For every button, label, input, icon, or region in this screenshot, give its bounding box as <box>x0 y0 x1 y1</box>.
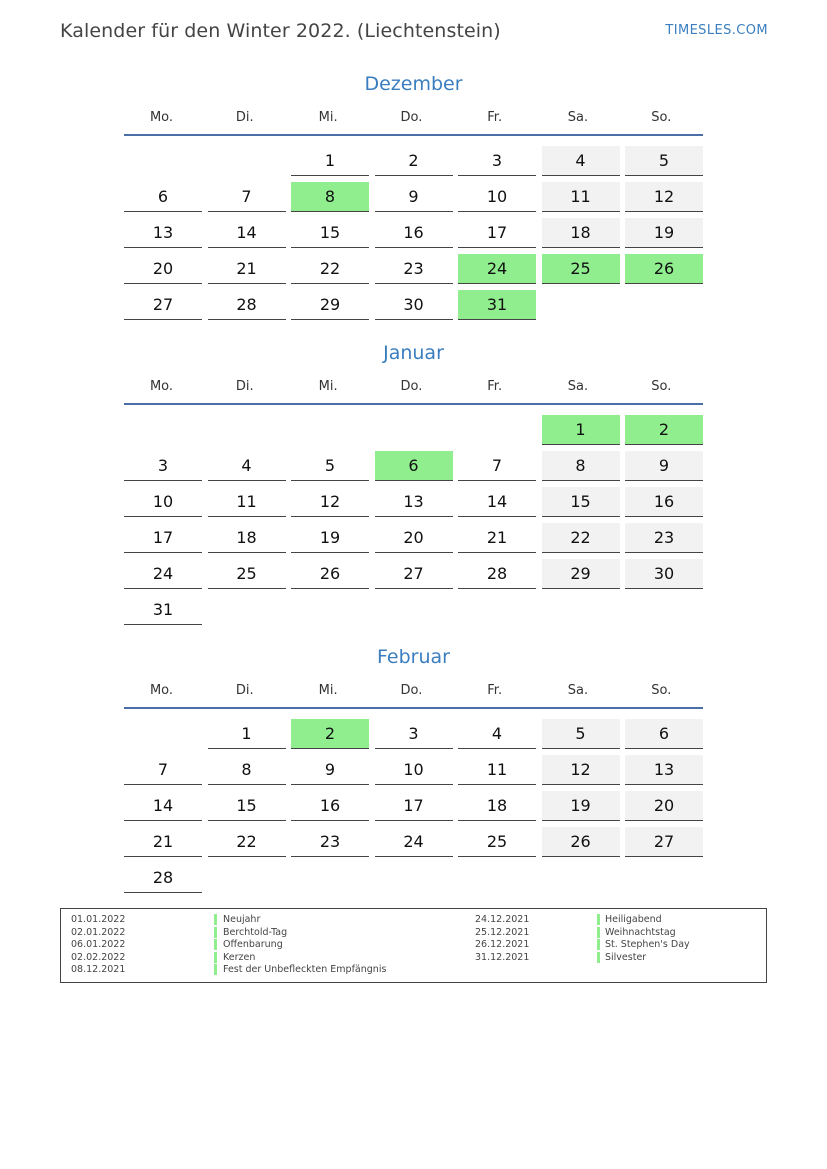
holiday-day-cell[interactable]: 26 <box>625 254 703 284</box>
empty-cell <box>542 595 620 625</box>
weekend-day-cell[interactable]: 19 <box>542 791 620 821</box>
holiday-day-cell[interactable]: 24 <box>458 254 536 284</box>
day-cell[interactable]: 14 <box>458 487 536 517</box>
empty-cell <box>375 863 453 893</box>
legend-entry <box>61 952 766 964</box>
day-cell[interactable]: 3 <box>124 451 202 481</box>
week-row <box>124 146 703 176</box>
week-row <box>124 487 703 517</box>
weekend-day-cell[interactable]: 19 <box>625 218 703 248</box>
legend-holiday-name: Offenbarung <box>223 939 283 951</box>
day-cell[interactable]: 13 <box>124 218 202 248</box>
legend-date: 02.01.2022 <box>71 926 126 938</box>
empty-cell <box>542 290 620 320</box>
day-cell[interactable]: 15 <box>208 791 286 821</box>
day-cell[interactable]: 21 <box>458 523 536 553</box>
day-cell[interactable]: 8 <box>208 755 286 785</box>
legend-date: 31.12.2021 <box>475 951 530 963</box>
month-title: Januar <box>383 342 444 364</box>
weekend-day-cell[interactable]: 26 <box>542 827 620 857</box>
empty-cell <box>375 415 453 445</box>
legend-holiday-name: Silvester <box>605 951 647 963</box>
day-cell[interactable]: 25 <box>458 827 536 857</box>
weekend-day-cell[interactable]: 27 <box>625 827 703 857</box>
empty-cell <box>291 415 369 445</box>
weekday-label: Mi. <box>318 379 338 394</box>
holiday-day-cell[interactable]: 25 <box>542 254 620 284</box>
legend-holiday-name: St. Stephen's Day <box>605 939 690 951</box>
weekend-day-cell[interactable]: 12 <box>542 755 620 785</box>
legend-entry <box>61 914 766 926</box>
weekday-label: Mo. <box>149 110 174 125</box>
empty-cell <box>291 595 369 625</box>
empty-cell <box>208 863 286 893</box>
day-cell[interactable]: 13 <box>375 487 453 517</box>
day-cell[interactable]: 14 <box>208 218 286 248</box>
day-cell[interactable]: 28 <box>124 863 202 893</box>
day-cell[interactable]: 15 <box>291 218 369 248</box>
empty-cell <box>542 863 620 893</box>
day-cell[interactable]: 26 <box>291 559 369 589</box>
week-row <box>124 451 703 481</box>
weekend-day-cell[interactable]: 6 <box>625 719 703 749</box>
day-cell[interactable]: 17 <box>124 523 202 553</box>
day-cell[interactable]: 16 <box>375 218 453 248</box>
month-februar <box>124 643 703 893</box>
legend-holiday-name: Fest der Unbefleckten Empfängnis <box>223 964 387 976</box>
weekday-label: Do. <box>400 683 423 698</box>
day-cell[interactable]: 19 <box>291 523 369 553</box>
day-cell[interactable]: 1 <box>291 146 369 176</box>
weekend-day-cell[interactable]: 9 <box>625 451 703 481</box>
holiday-day-cell[interactable]: 1 <box>542 415 620 445</box>
day-cell[interactable]: 9 <box>291 755 369 785</box>
weekend-day-cell[interactable]: 13 <box>625 755 703 785</box>
legend-holiday-name: Weihnachtstag <box>605 926 676 938</box>
weekday-label: Fr. <box>487 110 503 125</box>
day-cell[interactable]: 4 <box>208 451 286 481</box>
holiday-day-cell[interactable]: 2 <box>625 415 703 445</box>
weekday-label: Sa. <box>567 110 589 125</box>
day-cell[interactable]: 22 <box>291 254 369 284</box>
day-cell[interactable]: 9 <box>375 182 453 212</box>
holiday-day-cell[interactable]: 8 <box>291 182 369 212</box>
day-cell[interactable]: 3 <box>375 719 453 749</box>
holiday-marker-icon <box>214 964 217 975</box>
week-row <box>124 523 703 553</box>
weekend-day-cell[interactable]: 5 <box>542 719 620 749</box>
day-cell[interactable]: 18 <box>208 523 286 553</box>
day-cell[interactable]: 5 <box>291 451 369 481</box>
legend-holiday-name: Kerzen <box>223 951 256 963</box>
weekend-day-cell[interactable]: 20 <box>625 791 703 821</box>
weekend-day-cell[interactable]: 8 <box>542 451 620 481</box>
holiday-day-cell[interactable]: 2 <box>291 719 369 749</box>
holiday-marker-icon <box>597 914 600 925</box>
legend-entry <box>61 964 766 976</box>
day-cell[interactable]: 7 <box>458 451 536 481</box>
legend-date: 02.02.2022 <box>71 951 126 963</box>
week-row <box>124 290 703 320</box>
holiday-day-cell[interactable]: 6 <box>375 451 453 481</box>
day-cell[interactable]: 22 <box>208 827 286 857</box>
week-row <box>124 755 703 785</box>
day-cell[interactable]: 10 <box>124 487 202 517</box>
weekday-label: Fr. <box>487 683 503 698</box>
weekday-label: So. <box>651 379 672 394</box>
weekday-label: So. <box>651 110 672 125</box>
weekday-label: So. <box>651 683 672 698</box>
legend-date: 01.01.2022 <box>71 914 126 925</box>
weekend-day-cell[interactable]: 29 <box>542 559 620 589</box>
weekday-header <box>124 375 703 399</box>
day-cell[interactable]: 11 <box>208 487 286 517</box>
day-cell[interactable]: 2 <box>375 146 453 176</box>
holiday-legend <box>60 908 767 983</box>
day-cell[interactable]: 31 <box>124 595 202 625</box>
empty-cell <box>625 863 703 893</box>
day-cell[interactable]: 10 <box>375 755 453 785</box>
empty-cell <box>124 146 202 176</box>
week-row <box>124 254 703 284</box>
day-cell[interactable]: 11 <box>458 755 536 785</box>
empty-cell <box>625 595 703 625</box>
weekday-label: Sa. <box>567 379 589 394</box>
day-cell[interactable]: 7 <box>208 182 286 212</box>
brand-link[interactable]: TIMESLES.COM <box>665 23 768 38</box>
day-cell[interactable]: 23 <box>291 827 369 857</box>
day-cell[interactable]: 6 <box>124 182 202 212</box>
weekday-label: Di. <box>235 110 254 125</box>
day-cell[interactable]: 18 <box>458 791 536 821</box>
day-cell[interactable]: 16 <box>291 791 369 821</box>
day-cell[interactable]: 25 <box>208 559 286 589</box>
day-cell[interactable]: 28 <box>458 559 536 589</box>
week-row <box>124 182 703 212</box>
day-cell[interactable]: 12 <box>291 487 369 517</box>
week-row <box>124 719 703 749</box>
day-cell[interactable]: 30 <box>375 290 453 320</box>
empty-cell <box>458 595 536 625</box>
weekday-header <box>124 106 703 130</box>
weekday-label: Do. <box>400 379 423 394</box>
weekend-day-cell[interactable]: 23 <box>625 523 703 553</box>
empty-cell <box>458 415 536 445</box>
week-row <box>124 827 703 857</box>
holiday-marker-icon <box>597 927 600 938</box>
legend-date: 24.12.2021 <box>475 914 530 925</box>
weekend-day-cell[interactable]: 5 <box>625 146 703 176</box>
legend-entry <box>61 939 766 951</box>
day-cell[interactable]: 20 <box>124 254 202 284</box>
day-cell[interactable]: 14 <box>124 791 202 821</box>
day-cell[interactable]: 23 <box>375 254 453 284</box>
empty-cell <box>291 863 369 893</box>
legend-holiday-name: Berchtold-Tag <box>223 926 288 938</box>
holiday-marker-icon <box>597 939 600 950</box>
weekday-label: Do. <box>400 110 423 125</box>
week-row <box>124 559 703 589</box>
week-row <box>124 791 703 821</box>
legend-date: 08.12.2021 <box>71 964 126 976</box>
day-cell[interactable]: 20 <box>375 523 453 553</box>
legend-entry <box>61 927 766 939</box>
weekday-label: Mo. <box>149 379 174 394</box>
weekend-day-cell[interactable]: 18 <box>542 218 620 248</box>
holiday-day-cell[interactable]: 31 <box>458 290 536 320</box>
weekday-label: Di. <box>235 683 254 698</box>
day-cell[interactable]: 27 <box>124 290 202 320</box>
weekday-label: Mo. <box>149 683 174 698</box>
day-cell[interactable]: 21 <box>208 254 286 284</box>
day-cell[interactable]: 29 <box>291 290 369 320</box>
day-cell[interactable]: 1 <box>208 719 286 749</box>
weekend-day-cell[interactable]: 4 <box>542 146 620 176</box>
page-header <box>60 18 768 48</box>
weekday-label: Di. <box>235 379 254 394</box>
weekday-label: Mi. <box>318 110 338 125</box>
day-cell[interactable]: 27 <box>375 559 453 589</box>
day-cell[interactable]: 4 <box>458 719 536 749</box>
weekend-day-cell[interactable]: 16 <box>625 487 703 517</box>
month-title: Dezember <box>364 73 463 95</box>
empty-cell <box>458 863 536 893</box>
day-cell[interactable]: 17 <box>458 218 536 248</box>
day-cell[interactable]: 17 <box>375 791 453 821</box>
day-cell[interactable]: 24 <box>124 559 202 589</box>
week-row <box>124 218 703 248</box>
weekend-day-cell[interactable]: 15 <box>542 487 620 517</box>
week-row <box>124 415 703 445</box>
empty-cell <box>124 415 202 445</box>
week-row <box>124 595 703 625</box>
legend-holiday-name: Neujahr <box>223 914 261 925</box>
weekday-header <box>124 679 703 703</box>
legend-holiday-name: Heiligabend <box>605 914 662 925</box>
legend-date: 26.12.2021 <box>475 939 530 951</box>
week-row <box>124 863 703 893</box>
empty-cell <box>625 290 703 320</box>
weekday-label: Mi. <box>318 683 338 698</box>
page-title: Kalender für den Winter 2022. (Liechtenstein) <box>60 20 501 42</box>
weekday-label: Fr. <box>487 379 503 394</box>
weekend-day-cell[interactable]: 22 <box>542 523 620 553</box>
month-title: Februar <box>377 646 450 668</box>
empty-cell <box>208 146 286 176</box>
empty-cell <box>208 415 286 445</box>
weekend-day-cell[interactable]: 30 <box>625 559 703 589</box>
weekend-day-cell[interactable]: 11 <box>542 182 620 212</box>
holiday-marker-icon <box>597 952 600 963</box>
day-cell[interactable]: 21 <box>124 827 202 857</box>
empty-cell <box>124 719 202 749</box>
day-cell[interactable]: 10 <box>458 182 536 212</box>
weekend-day-cell[interactable]: 12 <box>625 182 703 212</box>
empty-cell <box>375 595 453 625</box>
weekday-label: Sa. <box>567 683 589 698</box>
day-cell[interactable]: 24 <box>375 827 453 857</box>
month-januar <box>124 339 703 625</box>
month-dezember <box>124 70 703 320</box>
empty-cell <box>208 595 286 625</box>
day-cell[interactable]: 3 <box>458 146 536 176</box>
legend-date: 06.01.2022 <box>71 939 126 951</box>
legend-date: 25.12.2021 <box>475 926 530 938</box>
day-cell[interactable]: 28 <box>208 290 286 320</box>
day-cell[interactable]: 7 <box>124 755 202 785</box>
